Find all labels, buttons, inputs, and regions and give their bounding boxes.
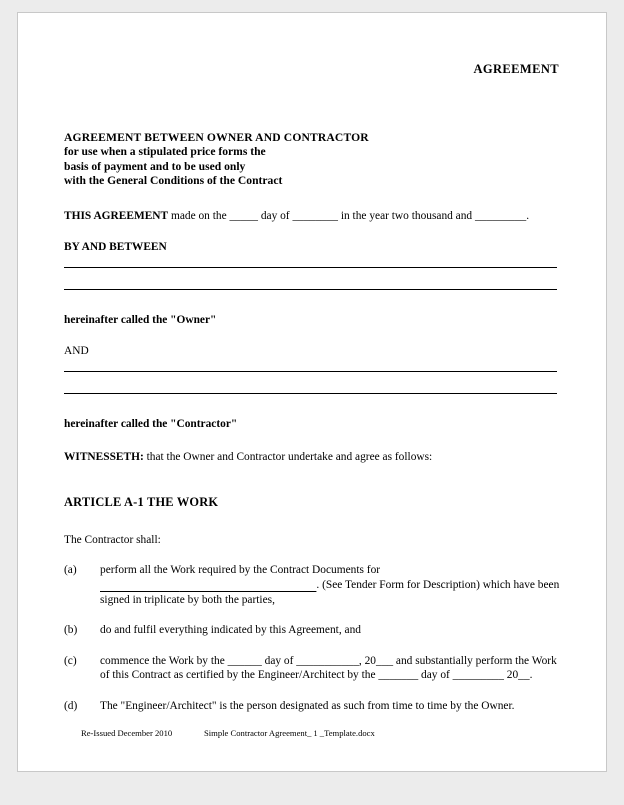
witnesseth-label: WITNESSETH:: [64, 450, 144, 463]
clause-c-letter: (c): [64, 654, 77, 667]
witnesseth-rest: that the Owner and Contractor undertake and agree as follows:: [143, 450, 433, 463]
this-agreement-paragraph: [64, 209, 560, 224]
title-line-1: AGREEMENT BETWEEN OWNER AND CONTRACTOR: [64, 131, 369, 144]
footer-filename: [204, 727, 375, 740]
page-header-agreement: AGREEMENT: [473, 62, 559, 76]
footer-page-number: 1: [313, 729, 318, 738]
footer-filename-suffix: _Template.docx: [317, 728, 375, 738]
title-line-2: for use when a stipulated price forms the: [64, 145, 266, 159]
clause-a-text: [100, 563, 560, 607]
clause-b: [64, 623, 560, 638]
footer-filename-prefix: Simple Contractor Agreement_: [204, 728, 314, 738]
clause-a-letter: (a): [64, 564, 77, 577]
by-and-between-label: BY AND BETWEEN: [64, 240, 167, 253]
contractor-caption: hereinafter called the "Contractor": [64, 418, 238, 431]
title-line-4: with the General Conditions of the Contract: [64, 173, 283, 187]
clause-c-text: commence the Work by the ______ day of ___________, 20___ and substantially perform the Work of this Contract as certified by the Engineer/Architect by the _______ day of _________ 20__.: [100, 654, 557, 682]
document-page: [17, 12, 607, 772]
clause-b-text: do and fulfil everything indicated by this Agreement, and: [100, 624, 361, 637]
title-line-3: basis of payment and to be used only: [64, 159, 246, 173]
clause-a-blank-1[interactable]: [100, 579, 180, 591]
clause-c: [64, 654, 560, 683]
clause-d-letter: (d): [64, 700, 78, 713]
clause-a-line2-text: . (See Tender Form for Description): [316, 579, 480, 592]
clause-d-text: The "Engineer/Architect" is the person designated as such from time to time by the Owner.: [100, 700, 515, 713]
title-block: [64, 131, 560, 188]
clause-a-blank-2[interactable]: [180, 579, 317, 591]
and-label: AND: [64, 344, 89, 357]
clause-d: [64, 699, 560, 714]
this-agreement-rest: made on the _____ day of ________ in the year two thousand and _________.: [168, 210, 530, 223]
clause-a: [64, 563, 560, 607]
footer-reissued-date: Re-Issued December 2010: [81, 728, 173, 738]
witnesseth-paragraph: [64, 450, 560, 465]
clause-a-line3-text: which have been signed in triplicate by both the parties,: [100, 579, 560, 606]
article-heading: ARTICLE A-1 THE WORK: [64, 494, 219, 509]
article-lead-in: The Contractor shall:: [64, 533, 161, 546]
this-agreement-label: THIS AGREEMENT: [64, 210, 169, 223]
clause-b-letter: (b): [64, 624, 78, 637]
owner-caption: hereinafter called the "Owner": [64, 314, 217, 327]
document-body: [64, 131, 560, 714]
clause-a-line1-text: perform all the Work required by the Contract Documents for: [100, 564, 381, 577]
